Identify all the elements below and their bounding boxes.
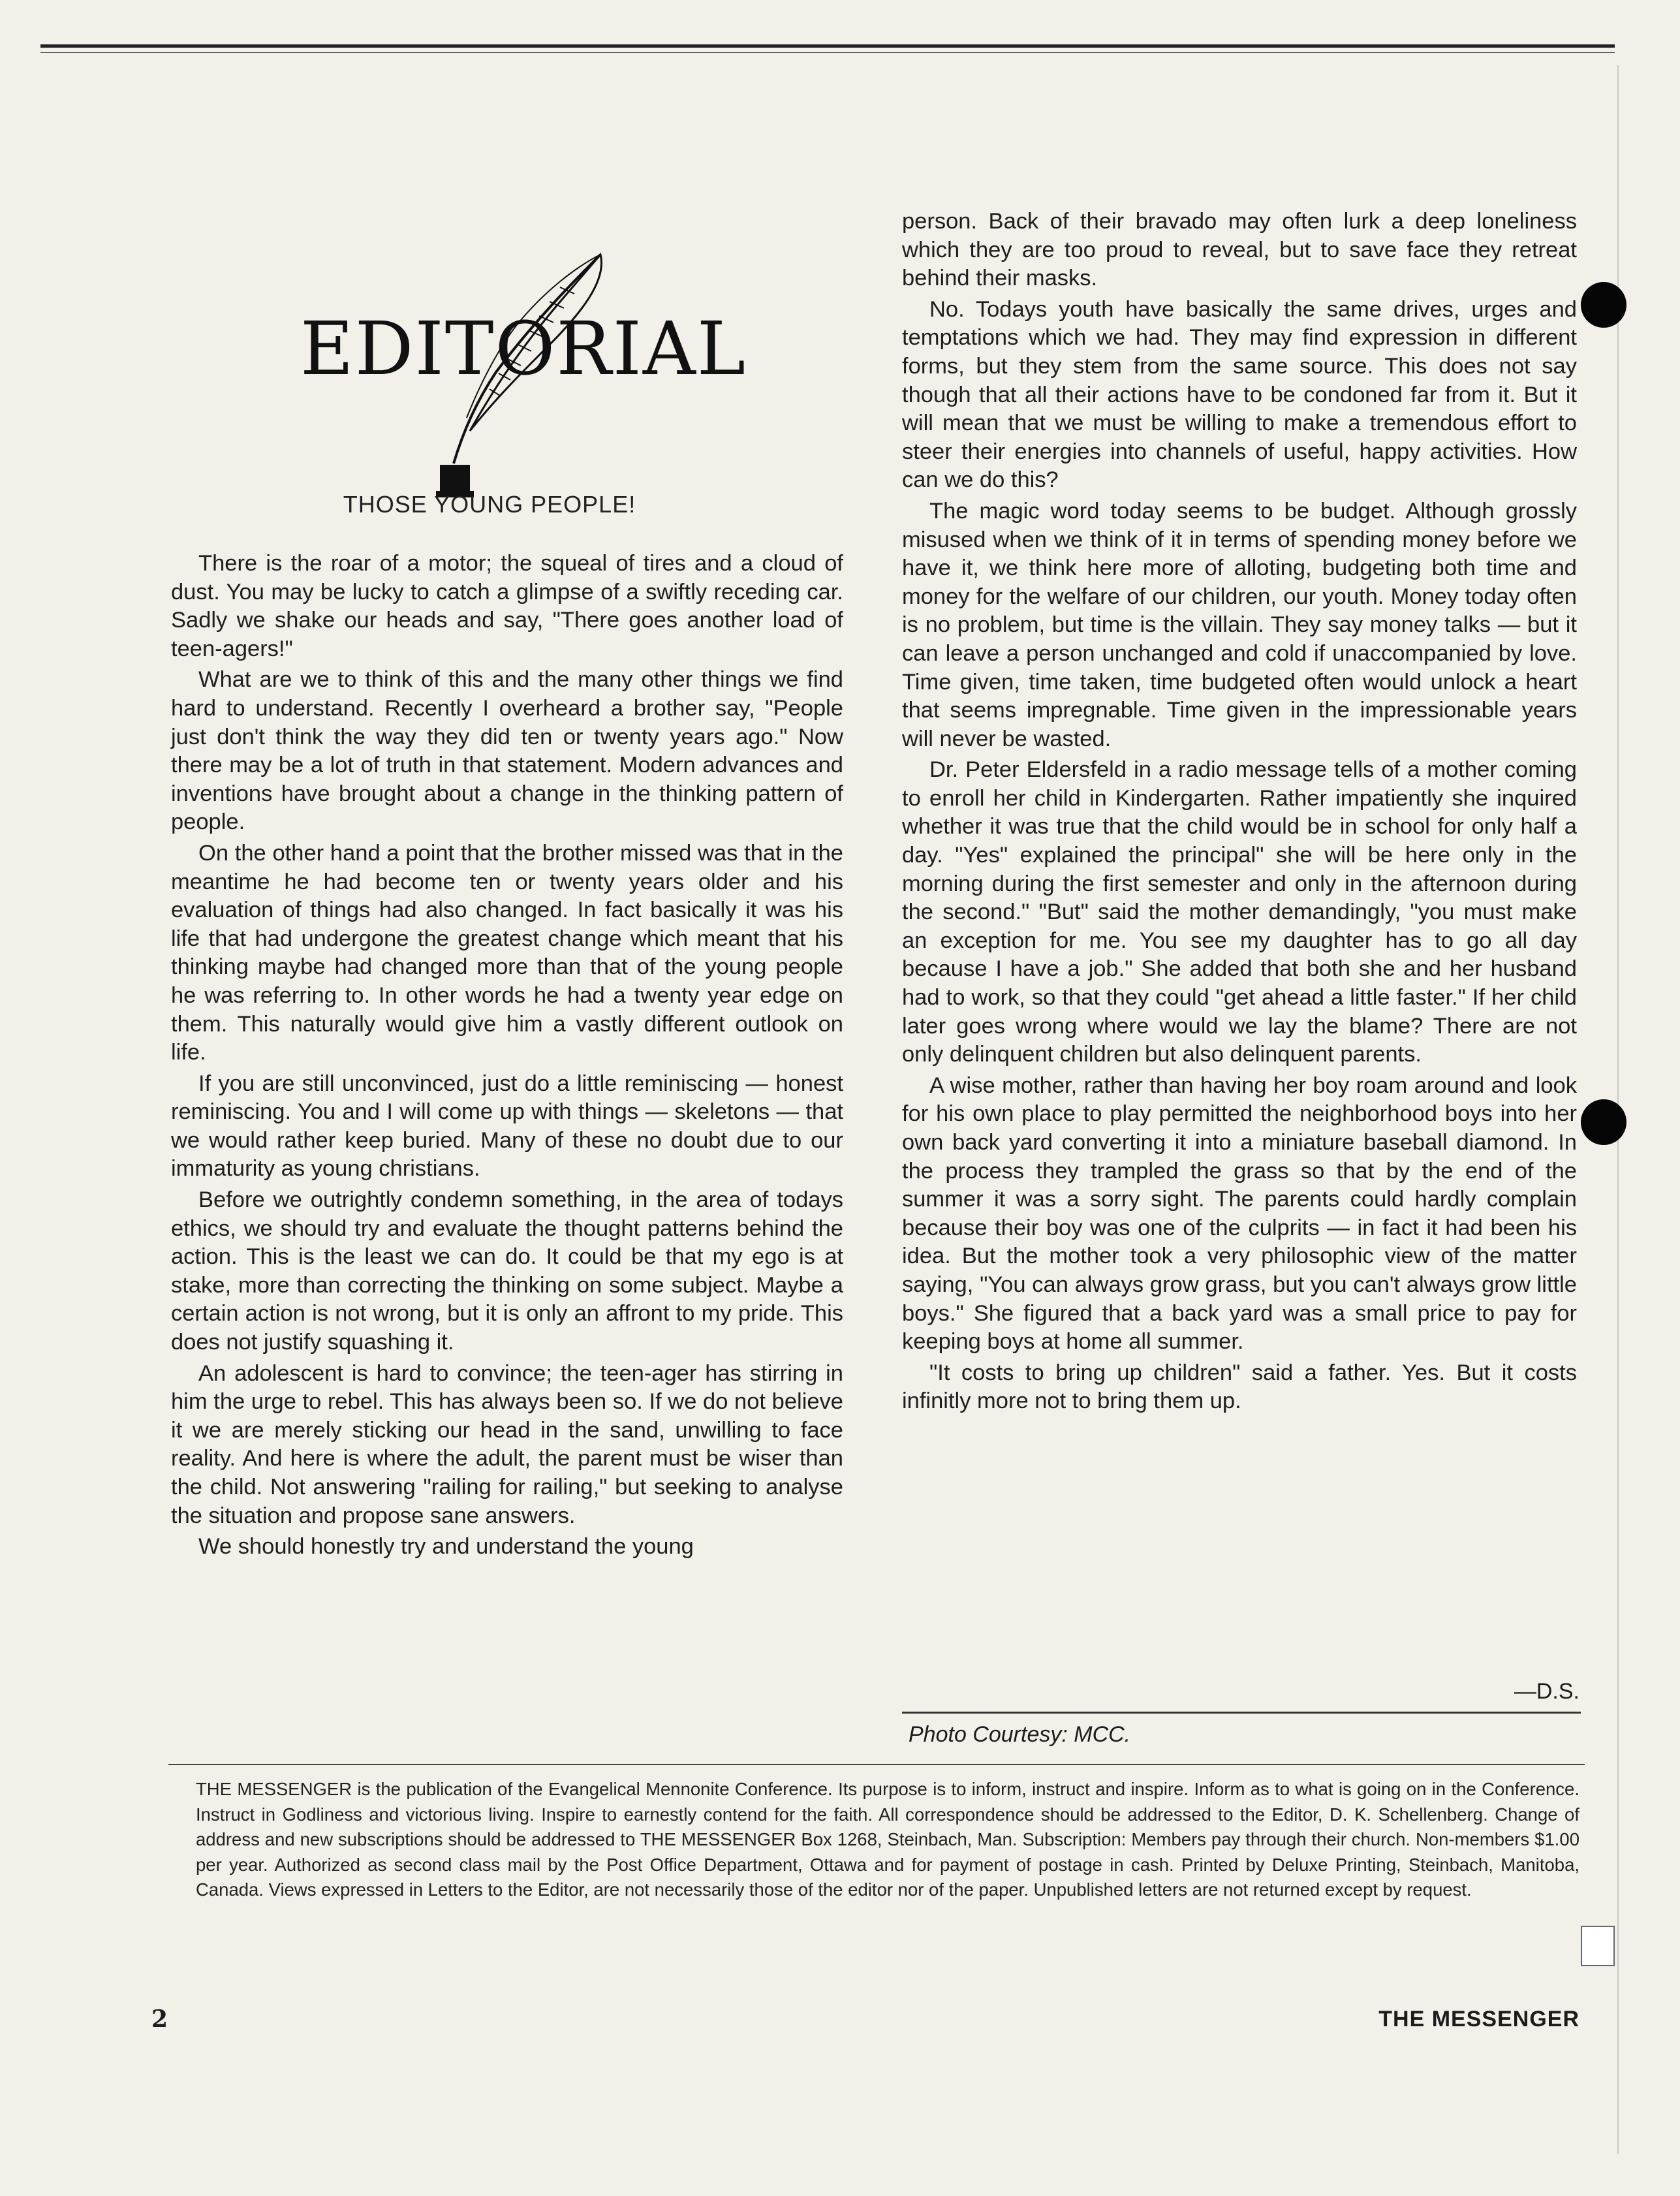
- publication-info-text: is the publication of the Evangelical Mennonite Conference. Its purpose is to inform, instruct and inspire. Inform as to what is going on in the Conference. Instruct in Godliness and victorious living. Inspire to earnestly contend for the faith. All correspondence should be addressed to the Editor, D. K. Schellenberg. Change of address and new subscriptions should be addressed to THE MESSENGER Box 1268, Steinbach, Man. Subscription: Members pay through their church. Non-members $1.00 per year. Authorized as second class mail by the Post Office Department, Ottawa and for payment of postage in cash. Printed by Deluxe Printing, Steinbach, Manitoba, Canada. Views expressed in Letters to the Editor, are not necessarily those of the editor nor of the paper. Unpublished letters are not returned except by request.: [196, 1779, 1579, 1900]
- paper-tab: [1581, 1926, 1615, 1966]
- editorial-masthead: [300, 294, 747, 444]
- paragraph: Before we outrightly condemn something, in the area of todays ethics, we should try and evaluate the thought patterns behind the action. This is the least we can do. It could be that my ego is at stake, more than correcting the thinking on some subject. Maybe a certain action is not wrong, but it is only an affront to my pride. This does not justify squashing it.: [171, 1187, 843, 1355]
- page-number: 2: [151, 2005, 168, 2033]
- photo-credit: Photo Courtesy: MCC.: [909, 1722, 1131, 1747]
- paragraph: "It costs to bring up children" said a father. Yes. But it costs infinitly more not to bring them up.: [902, 1360, 1577, 1414]
- masthead-title: EDITORIAL: [300, 307, 747, 392]
- paragraph: A wise mother, rather than having her boy roam around and look for his own place to play permitted the neighborhood boys into her own back yard converting it into a miniature baseball diamond. In the process they trampled the grass so that by the end of the summer it was a sorry sight. The parents could hardly complain because their boy was one of the culprits — in fact it had been his idea. But the mother took a very philosophic view of the matter saying, "You can always grow grass, but you can't always grow little boys." She figured that a back yard was a small price to pay for keeping boys at home all summer.: [902, 1073, 1577, 1355]
- publication-info: [196, 1777, 1579, 1903]
- paragraph: No. Todays youth have basically the same drives, urges and temptations which we had. They may find expression in different forms, but they stem from the same source. This does not say though that all their actions have to be condoned far from it. But it will mean that we must be willing to make a tremendous effort to steer their energies into channels of useful, happy activities. How can we do this?: [902, 296, 1577, 493]
- paragraph: What are we to think of this and the many other things we find hard to understand. Recently I overheard a brother say, "People just don't think the way they did ten or twenty years ago." Now there may be a lot of truth in that statement. Modern advances and inventions have brought about a change in the thinking pattern of people.: [171, 667, 843, 835]
- footer-rule: [168, 1764, 1585, 1765]
- paragraph: We should honestly try and understand the young: [198, 1534, 694, 1560]
- paragraph: There is the roar of a motor; the squeal of tires and a cloud of dust. You may be lucky to catch a glimpse of a swiftly receding car. Sadly we shake our heads and say, "There goes another load of teen-agers!": [171, 551, 843, 661]
- paragraph: Dr. Peter Eldersfeld in a radio message tells of a mother coming to enroll her child in Kindergarten. Rather impatiently she inquired whether it was true that the child would be in school for only half a day. "Yes" explained the principal" she will be here only in the morning during the first semester and only in the afternoon during the second." "But" said the mother demandingly, "you must make an exception for me. You see my daughter has to go all day because I have a job." She added that both she and her husband had to work, so that they could "get ahead a little faster." If her child later goes wrong where would we lay the blame? There are not only delinquent children but also delinquent parents.: [902, 757, 1577, 1067]
- credit-rule: [902, 1712, 1581, 1714]
- article-left-column: [171, 550, 843, 1564]
- top-rule-thin: [40, 52, 1615, 53]
- paragraph: On the other hand a point that the brother missed was that in the meantime he had become ten or twenty years older and his evaluation of things had also changed. In fact basically it was his life that had undergone the greatest change which meant that his thinking maybe had changed more than that of the young people he was referring to. In other words he had a twenty year edge on them. This naturally would give him a vastly different outlook on life.: [171, 840, 843, 1065]
- punch-hole: [1581, 1099, 1626, 1145]
- running-footer: THE MESSENGER: [1378, 2007, 1579, 2031]
- punch-hole: [1581, 282, 1626, 328]
- paragraph: An adolescent is hard to convince; the teen-ager has stirring in him the urge to rebel. This has always been so. If we do not believe it we are merely sticking our head in the sand, unwilling to face reality. And here is where the adult, the parent must be wiser than the child. Not answering "railing for railing," but seeking to analyse the situation and propose sane answers.: [171, 1360, 843, 1528]
- paragraph: person. Back of their bravado may often lurk a deep loneliness which they are too proud to reveal, but to save face they retreat behind their masks.: [902, 209, 1577, 291]
- article-right-column: [902, 208, 1577, 1419]
- paragraph: The magic word today seems to be budget. Although grossly misused when we think of it in terms of spending money before we have it, we think here more of alloting, budgeting both time and money for the welfare of our children, our youth. Money today often is no problem, but time is the villain. They say money talks — but it can leave a person unchanged and cold if unaccompanied by love. Time given, time taken, time budgeted often would unlock a heart that seems impregnable. Time given in the impressionable years will never be wasted.: [902, 498, 1577, 751]
- top-rule: [40, 44, 1615, 48]
- article-title: THOSE YOUNG PEOPLE!: [343, 491, 636, 518]
- publication-name: THE MESSENGER: [196, 1779, 352, 1799]
- paragraph: If you are still unconvinced, just do a little reminiscing — honest reminiscing. You and I will come up with things — skeletons — that we would rather keep buried. Many of these no doubt due to our immaturity as young christians.: [171, 1071, 843, 1182]
- author-signature: —D.S.: [1514, 1679, 1579, 1704]
- quill-and-inkwell-icon: [300, 242, 705, 516]
